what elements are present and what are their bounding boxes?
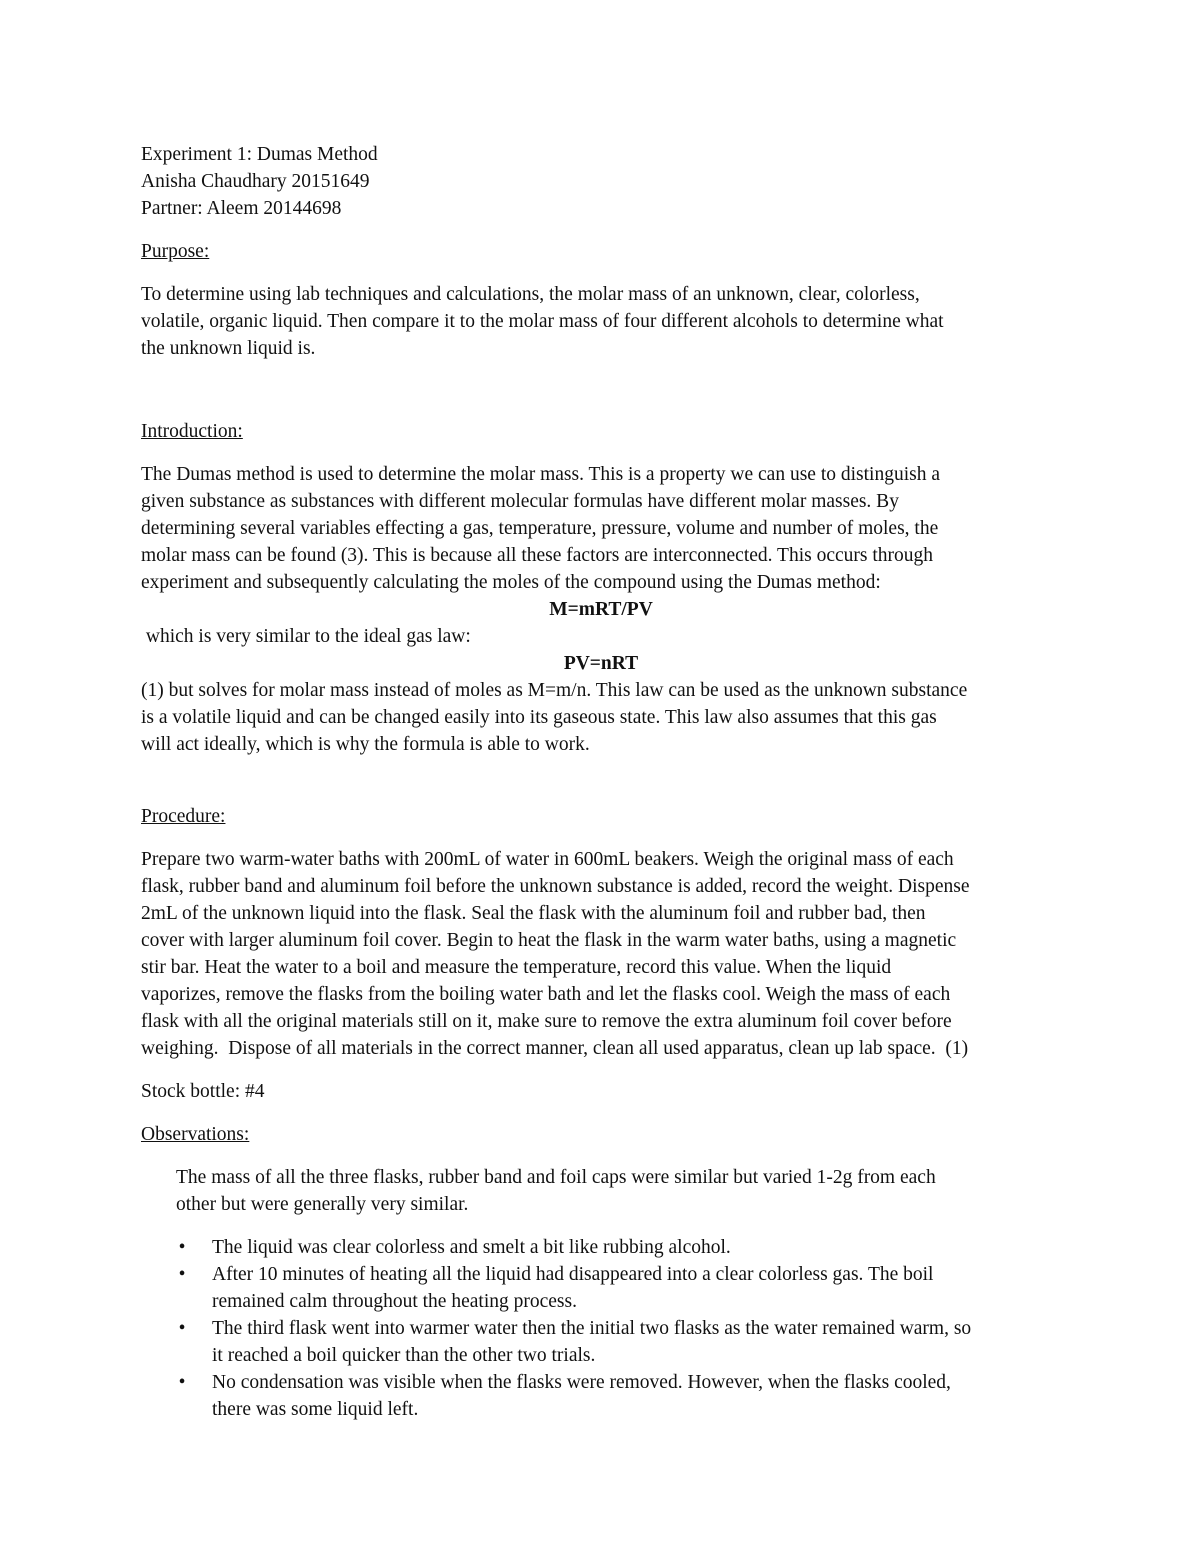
observations-line: other but were generally very similar. [176, 1194, 469, 1215]
author-line: Anisha Chaudhary 20151649 [141, 171, 370, 192]
procedure-line: vaporizes, remove the flasks from the boiling water bath and let the flasks cool. Weigh the mass of each [141, 984, 951, 1005]
stock-bottle: Stock bottle: #4 [141, 1081, 265, 1102]
procedure-line: weighing. Dispose of all materials in the correct manner, clean all used apparatus, clean up lab space. (1) [141, 1038, 969, 1059]
introduction-line: which is very similar to the ideal gas law: [141, 626, 471, 647]
list-item-line: The liquid was clear colorless and smelt a bit like rubbing alcohol. [212, 1237, 731, 1258]
procedure-line: stir bar. Heat the water to a boil and measure the temperature, record this value. When the liquid [141, 957, 892, 978]
purpose-line: To determine using lab techniques and calculations, the molar mass of an unknown, clear, colorless, [141, 284, 920, 305]
introduction-line: experiment and subsequently calculating the moles of the compound using the Dumas method: [141, 572, 881, 593]
purpose-heading: Purpose: [141, 241, 210, 262]
list-item-line: there was some liquid left. [212, 1399, 419, 1420]
introduction-line: The Dumas method is used to determine the molar mass. This is a property we can use to distinguish a [141, 464, 940, 485]
observations-list [141, 1234, 1061, 1423]
list-item-line: The third flask went into warmer water then the initial two flasks as the water remained warm, so [212, 1318, 972, 1339]
list-item [141, 1369, 1061, 1423]
bullet-icon: • [178, 1264, 186, 1285]
bullet-icon: • [178, 1237, 186, 1258]
purpose-paragraph [141, 281, 1061, 362]
introduction-line: molar mass can be found (3). This is because all these factors are interconnected. This occurs through [141, 545, 934, 566]
observations-heading: Observations: [141, 1124, 250, 1145]
list-item-line: remained calm throughout the heating process. [212, 1291, 577, 1312]
introduction-paragraph [141, 461, 1061, 758]
purpose-line: the unknown liquid is. [141, 338, 316, 359]
list-item-line: it reached a boil quicker than the other two trials. [212, 1345, 596, 1366]
introduction-heading: Introduction: [141, 421, 243, 442]
procedure-line: flask with all the original materials still on it, make sure to remove the extra aluminum foil cover before [141, 1011, 952, 1032]
procedure-line: 2mL of the unknown liquid into the flask. Seal the flask with the aluminum foil and rubber bad, then [141, 903, 926, 924]
observations-line: The mass of all the three flasks, rubber band and foil caps were similar but varied 1-2g from each [176, 1167, 936, 1188]
observations-intro [176, 1164, 1061, 1218]
procedure-line: flask, rubber band and aluminum foil before the unknown substance is added, record the weight. Dispense [141, 876, 970, 897]
list-item [141, 1315, 1061, 1369]
document-title: Experiment 1: Dumas Method [141, 144, 378, 165]
document-body [141, 141, 1061, 1423]
ideal-gas-formula: PV=nRT [563, 653, 639, 674]
bullet-icon: • [178, 1372, 186, 1393]
purpose-line: volatile, organic liquid. Then compare it to the molar mass of four different alcohols to determine what [141, 311, 944, 332]
bullet-icon: • [178, 1318, 186, 1339]
introduction-line: (1) but solves for molar mass instead of moles as M=m/n. This law can be used as the unknown substance [141, 680, 968, 701]
procedure-line: Prepare two warm-water baths with 200mL of water in 600mL beakers. Weigh the original mass of each [141, 849, 954, 870]
partner-line: Partner: Aleem 20144698 [141, 198, 342, 219]
dumas-formula: M=mRT/PV [549, 599, 653, 620]
introduction-line: determining several variables effecting a gas, temperature, pressure, volume and number of moles, the [141, 518, 939, 539]
introduction-line: will act ideally, which is why the formula is able to work. [141, 734, 590, 755]
procedure-heading: Procedure: [141, 806, 226, 827]
introduction-line: given substance as substances with different molecular formulas have different molar masses. By [141, 491, 899, 512]
list-item-line: No condensation was visible when the flasks were removed. However, when the flasks cooled, [212, 1372, 951, 1393]
list-item [141, 1234, 1061, 1261]
list-item [141, 1261, 1061, 1315]
procedure-paragraph [141, 846, 1061, 1062]
introduction-line: is a volatile liquid and can be changed easily into its gaseous state. This law also assumes that this gas [141, 707, 937, 728]
procedure-line: cover with larger aluminum foil cover. Begin to heat the flask in the warm water baths, using a magnetic [141, 930, 957, 951]
list-item-line: After 10 minutes of heating all the liquid had disappeared into a clear colorless gas. The boil [212, 1264, 934, 1285]
